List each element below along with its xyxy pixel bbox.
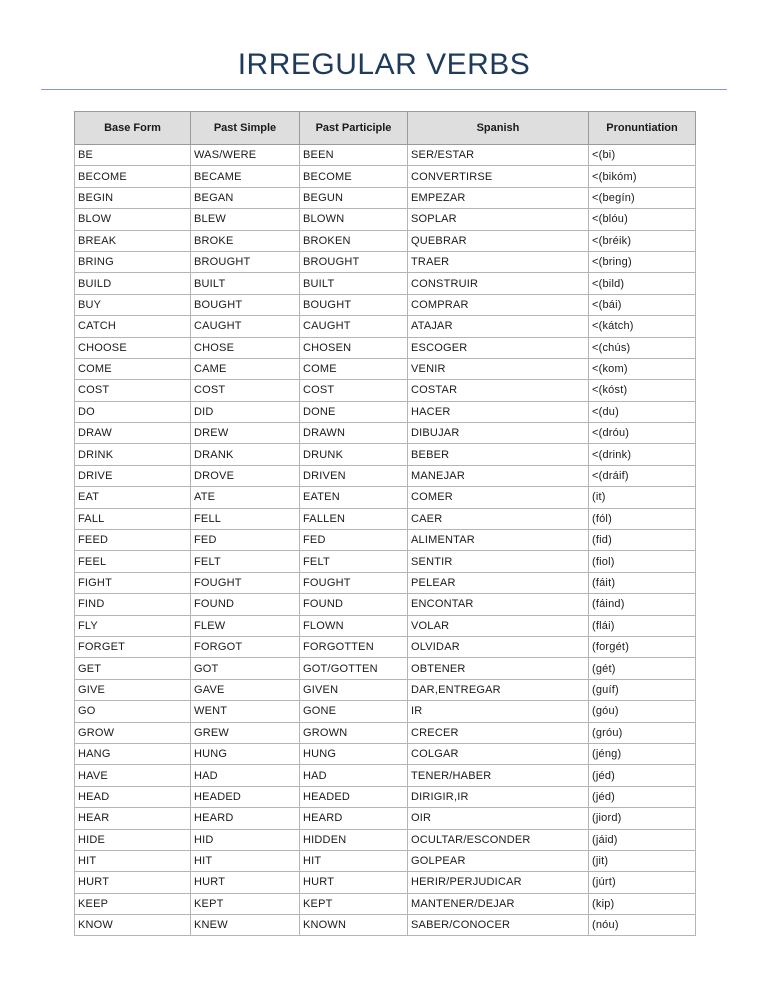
past-participle-cell: DRIVEN: [300, 465, 408, 486]
past-participle-cell: FOUGHT: [300, 572, 408, 593]
spanish-cell: CONVERTIRSE: [408, 166, 589, 187]
past-simple-cell: BROUGHT: [191, 251, 300, 272]
base-form-cell: GROW: [75, 722, 191, 743]
table-row: [75, 572, 696, 593]
spanish-cell: DIRIGIR,IR: [408, 786, 589, 807]
past-participle-cell: GROWN: [300, 722, 408, 743]
past-participle-cell: GIVEN: [300, 679, 408, 700]
base-form-cell: FLY: [75, 615, 191, 636]
past-simple-cell: CAUGHT: [191, 316, 300, 337]
past-participle-cell: BROKEN: [300, 230, 408, 251]
pronunciation-cell: (kip): [589, 893, 696, 914]
table-row: [75, 508, 696, 529]
table-row: [75, 551, 696, 572]
table-row: [75, 145, 696, 166]
spanish-cell: OCULTAR/ESCONDER: [408, 829, 589, 850]
spanish-cell: TRAER: [408, 251, 589, 272]
pronunciation-cell: <(kátch): [589, 316, 696, 337]
past-participle-cell: FOUND: [300, 594, 408, 615]
spanish-cell: VENIR: [408, 358, 589, 379]
past-participle-cell: HIT: [300, 850, 408, 871]
past-simple-cell: DRANK: [191, 444, 300, 465]
table-row: [75, 444, 696, 465]
spanish-cell: SOPLAR: [408, 209, 589, 230]
pronunciation-cell: (jéd): [589, 765, 696, 786]
past-participle-cell: FALLEN: [300, 508, 408, 529]
pronunciation-cell: <(bréik): [589, 230, 696, 251]
table-row: [75, 786, 696, 807]
pronunciation-cell: (jiord): [589, 808, 696, 829]
spanish-cell: OIR: [408, 808, 589, 829]
pronunciation-cell: (gét): [589, 658, 696, 679]
base-form-cell: FORGET: [75, 636, 191, 657]
header-base-form: Base Form: [75, 112, 191, 145]
past-simple-cell: FED: [191, 530, 300, 551]
past-simple-cell: HEARD: [191, 808, 300, 829]
base-form-cell: COME: [75, 358, 191, 379]
past-participle-cell: BOUGHT: [300, 294, 408, 315]
base-form-cell: DO: [75, 401, 191, 422]
table-header-row: [75, 112, 696, 145]
pronunciation-cell: <(bái): [589, 294, 696, 315]
page-title: IRREGULAR VERBS: [237, 48, 531, 81]
past-simple-cell: WENT: [191, 701, 300, 722]
base-form-cell: HAVE: [75, 765, 191, 786]
past-participle-cell: FORGOTTEN: [300, 636, 408, 657]
pronunciation-cell: <(bring): [589, 251, 696, 272]
table-row: [75, 465, 696, 486]
base-form-cell: COST: [75, 380, 191, 401]
past-participle-cell: BUILT: [300, 273, 408, 294]
base-form-cell: HEAR: [75, 808, 191, 829]
table-row: [75, 915, 696, 936]
header-past-participle: Past Participle: [300, 112, 408, 145]
pronunciation-cell: <(chús): [589, 337, 696, 358]
pronunciation-cell: <(bi): [589, 145, 696, 166]
spanish-cell: HACER: [408, 401, 589, 422]
pronunciation-cell: <(bild): [589, 273, 696, 294]
past-participle-cell: GONE: [300, 701, 408, 722]
pronunciation-cell: <(du): [589, 401, 696, 422]
past-simple-cell: HUNG: [191, 743, 300, 764]
past-simple-cell: CAME: [191, 358, 300, 379]
past-participle-cell: HAD: [300, 765, 408, 786]
past-simple-cell: FLEW: [191, 615, 300, 636]
pronunciation-cell: <(dráif): [589, 465, 696, 486]
table-body: [75, 145, 696, 936]
spanish-cell: MANEJAR: [408, 465, 589, 486]
past-simple-cell: BECAME: [191, 166, 300, 187]
base-form-cell: GET: [75, 658, 191, 679]
table-row: [75, 743, 696, 764]
past-participle-cell: CAUGHT: [300, 316, 408, 337]
table-row: [75, 316, 696, 337]
table-row: [75, 423, 696, 444]
pronunciation-cell: <(blóu): [589, 209, 696, 230]
past-participle-cell: CHOSEN: [300, 337, 408, 358]
base-form-cell: FIND: [75, 594, 191, 615]
base-form-cell: BE: [75, 145, 191, 166]
past-simple-cell: BEGAN: [191, 187, 300, 208]
pronunciation-cell: (guíf): [589, 679, 696, 700]
past-simple-cell: DID: [191, 401, 300, 422]
table-row: [75, 337, 696, 358]
base-form-cell: BECOME: [75, 166, 191, 187]
pronunciation-cell: <(dróu): [589, 423, 696, 444]
past-participle-cell: DRUNK: [300, 444, 408, 465]
past-simple-cell: KNEW: [191, 915, 300, 936]
spanish-cell: OLVIDAR: [408, 636, 589, 657]
table-row: [75, 722, 696, 743]
past-simple-cell: FOUND: [191, 594, 300, 615]
table-row: [75, 487, 696, 508]
pronunciation-cell: (góu): [589, 701, 696, 722]
table-row: [75, 872, 696, 893]
base-form-cell: BLOW: [75, 209, 191, 230]
table-row: [75, 251, 696, 272]
base-form-cell: HIDE: [75, 829, 191, 850]
past-simple-cell: BROKE: [191, 230, 300, 251]
spanish-cell: TENER/HABER: [408, 765, 589, 786]
past-simple-cell: HAD: [191, 765, 300, 786]
spanish-cell: CAER: [408, 508, 589, 529]
past-simple-cell: BUILT: [191, 273, 300, 294]
table-row: [75, 893, 696, 914]
base-form-cell: HURT: [75, 872, 191, 893]
base-form-cell: GIVE: [75, 679, 191, 700]
base-form-cell: BRING: [75, 251, 191, 272]
table-row: [75, 594, 696, 615]
spanish-cell: COMPRAR: [408, 294, 589, 315]
spanish-cell: GOLPEAR: [408, 850, 589, 871]
spanish-cell: MANTENER/DEJAR: [408, 893, 589, 914]
table-row: [75, 273, 696, 294]
spanish-cell: COSTAR: [408, 380, 589, 401]
spanish-cell: DIBUJAR: [408, 423, 589, 444]
past-participle-cell: FLOWN: [300, 615, 408, 636]
table-row: [75, 701, 696, 722]
spanish-cell: CRECER: [408, 722, 589, 743]
table-row: [75, 530, 696, 551]
pronunciation-cell: (jáid): [589, 829, 696, 850]
pronunciation-cell: (flái): [589, 615, 696, 636]
pronunciation-cell: (fáind): [589, 594, 696, 615]
base-form-cell: DRAW: [75, 423, 191, 444]
past-simple-cell: HID: [191, 829, 300, 850]
base-form-cell: FALL: [75, 508, 191, 529]
past-simple-cell: FELL: [191, 508, 300, 529]
header-past-simple: Past Simple: [191, 112, 300, 145]
table-row: [75, 166, 696, 187]
past-participle-cell: HEARD: [300, 808, 408, 829]
past-participle-cell: BECOME: [300, 166, 408, 187]
spanish-cell: CONSTRUIR: [408, 273, 589, 294]
table-row: [75, 358, 696, 379]
pronunciation-cell: (nóu): [589, 915, 696, 936]
pronunciation-cell: (júrt): [589, 872, 696, 893]
table-row: [75, 294, 696, 315]
past-participle-cell: COST: [300, 380, 408, 401]
past-simple-cell: KEPT: [191, 893, 300, 914]
table-row: [75, 209, 696, 230]
past-simple-cell: CHOSE: [191, 337, 300, 358]
past-participle-cell: HIDDEN: [300, 829, 408, 850]
spanish-cell: HERIR/PERJUDICAR: [408, 872, 589, 893]
table-row: [75, 230, 696, 251]
base-form-cell: BUY: [75, 294, 191, 315]
past-simple-cell: GOT: [191, 658, 300, 679]
pronunciation-cell: (forgét): [589, 636, 696, 657]
past-simple-cell: HEADED: [191, 786, 300, 807]
past-simple-cell: DREW: [191, 423, 300, 444]
base-form-cell: FEEL: [75, 551, 191, 572]
pronunciation-cell: <(begín): [589, 187, 696, 208]
base-form-cell: GO: [75, 701, 191, 722]
past-participle-cell: EATEN: [300, 487, 408, 508]
spanish-cell: EMPEZAR: [408, 187, 589, 208]
pronunciation-cell: <(drink): [589, 444, 696, 465]
base-form-cell: CATCH: [75, 316, 191, 337]
header-spanish: Spanish: [408, 112, 589, 145]
spanish-cell: SABER/CONOCER: [408, 915, 589, 936]
past-participle-cell: DRAWN: [300, 423, 408, 444]
base-form-cell: HANG: [75, 743, 191, 764]
past-participle-cell: BEGUN: [300, 187, 408, 208]
spanish-cell: PELEAR: [408, 572, 589, 593]
table-row: [75, 187, 696, 208]
spanish-cell: COLGAR: [408, 743, 589, 764]
spanish-cell: ENCONTAR: [408, 594, 589, 615]
table-row: [75, 615, 696, 636]
past-simple-cell: FORGOT: [191, 636, 300, 657]
past-simple-cell: ATE: [191, 487, 300, 508]
irregular-verbs-table: [74, 111, 696, 936]
past-participle-cell: BLOWN: [300, 209, 408, 230]
past-simple-cell: WAS/WERE: [191, 145, 300, 166]
pronunciation-cell: <(kóst): [589, 380, 696, 401]
pronunciation-cell: <(bikóm): [589, 166, 696, 187]
table-row: [75, 401, 696, 422]
spanish-cell: ALIMENTAR: [408, 530, 589, 551]
pronunciation-cell: (jit): [589, 850, 696, 871]
past-participle-cell: BROUGHT: [300, 251, 408, 272]
past-simple-cell: BOUGHT: [191, 294, 300, 315]
table-row: [75, 658, 696, 679]
past-participle-cell: HEADED: [300, 786, 408, 807]
past-participle-cell: BEEN: [300, 145, 408, 166]
title-divider: [41, 89, 727, 90]
table-row: [75, 636, 696, 657]
spanish-cell: SENTIR: [408, 551, 589, 572]
past-participle-cell: KEPT: [300, 893, 408, 914]
table-row: [75, 679, 696, 700]
past-simple-cell: BLEW: [191, 209, 300, 230]
base-form-cell: DRINK: [75, 444, 191, 465]
table-row: [75, 850, 696, 871]
past-participle-cell: KNOWN: [300, 915, 408, 936]
past-simple-cell: HIT: [191, 850, 300, 871]
base-form-cell: EAT: [75, 487, 191, 508]
past-simple-cell: GAVE: [191, 679, 300, 700]
past-participle-cell: FED: [300, 530, 408, 551]
base-form-cell: BREAK: [75, 230, 191, 251]
spanish-cell: SER/ESTAR: [408, 145, 589, 166]
base-form-cell: HEAD: [75, 786, 191, 807]
base-form-cell: FEED: [75, 530, 191, 551]
header-pronunciation: Pronuntiation: [589, 112, 696, 145]
pronunciation-cell: <(kom): [589, 358, 696, 379]
spanish-cell: ATAJAR: [408, 316, 589, 337]
past-participle-cell: DONE: [300, 401, 408, 422]
base-form-cell: BEGIN: [75, 187, 191, 208]
base-form-cell: HIT: [75, 850, 191, 871]
spanish-cell: OBTENER: [408, 658, 589, 679]
spanish-cell: IR: [408, 701, 589, 722]
pronunciation-cell: (fiol): [589, 551, 696, 572]
past-simple-cell: HURT: [191, 872, 300, 893]
past-participle-cell: FELT: [300, 551, 408, 572]
base-form-cell: BUILD: [75, 273, 191, 294]
base-form-cell: FIGHT: [75, 572, 191, 593]
pronunciation-cell: (jéng): [589, 743, 696, 764]
spanish-cell: COMER: [408, 487, 589, 508]
base-form-cell: DRIVE: [75, 465, 191, 486]
past-simple-cell: COST: [191, 380, 300, 401]
spanish-cell: ESCOGER: [408, 337, 589, 358]
table-row: [75, 380, 696, 401]
base-form-cell: KEEP: [75, 893, 191, 914]
past-participle-cell: COME: [300, 358, 408, 379]
pronunciation-cell: (it): [589, 487, 696, 508]
table-row: [75, 765, 696, 786]
past-participle-cell: GOT/GOTTEN: [300, 658, 408, 679]
base-form-cell: CHOOSE: [75, 337, 191, 358]
pronunciation-cell: (fól): [589, 508, 696, 529]
spanish-cell: BEBER: [408, 444, 589, 465]
table-row: [75, 808, 696, 829]
base-form-cell: KNOW: [75, 915, 191, 936]
past-participle-cell: HURT: [300, 872, 408, 893]
spanish-cell: DAR,ENTREGAR: [408, 679, 589, 700]
past-simple-cell: FOUGHT: [191, 572, 300, 593]
past-simple-cell: GREW: [191, 722, 300, 743]
pronunciation-cell: (fáit): [589, 572, 696, 593]
table-row: [75, 829, 696, 850]
spanish-cell: VOLAR: [408, 615, 589, 636]
pronunciation-cell: (fid): [589, 530, 696, 551]
pronunciation-cell: (gróu): [589, 722, 696, 743]
past-participle-cell: HUNG: [300, 743, 408, 764]
spanish-cell: QUEBRAR: [408, 230, 589, 251]
pronunciation-cell: (jéd): [589, 786, 696, 807]
past-simple-cell: FELT: [191, 551, 300, 572]
past-simple-cell: DROVE: [191, 465, 300, 486]
